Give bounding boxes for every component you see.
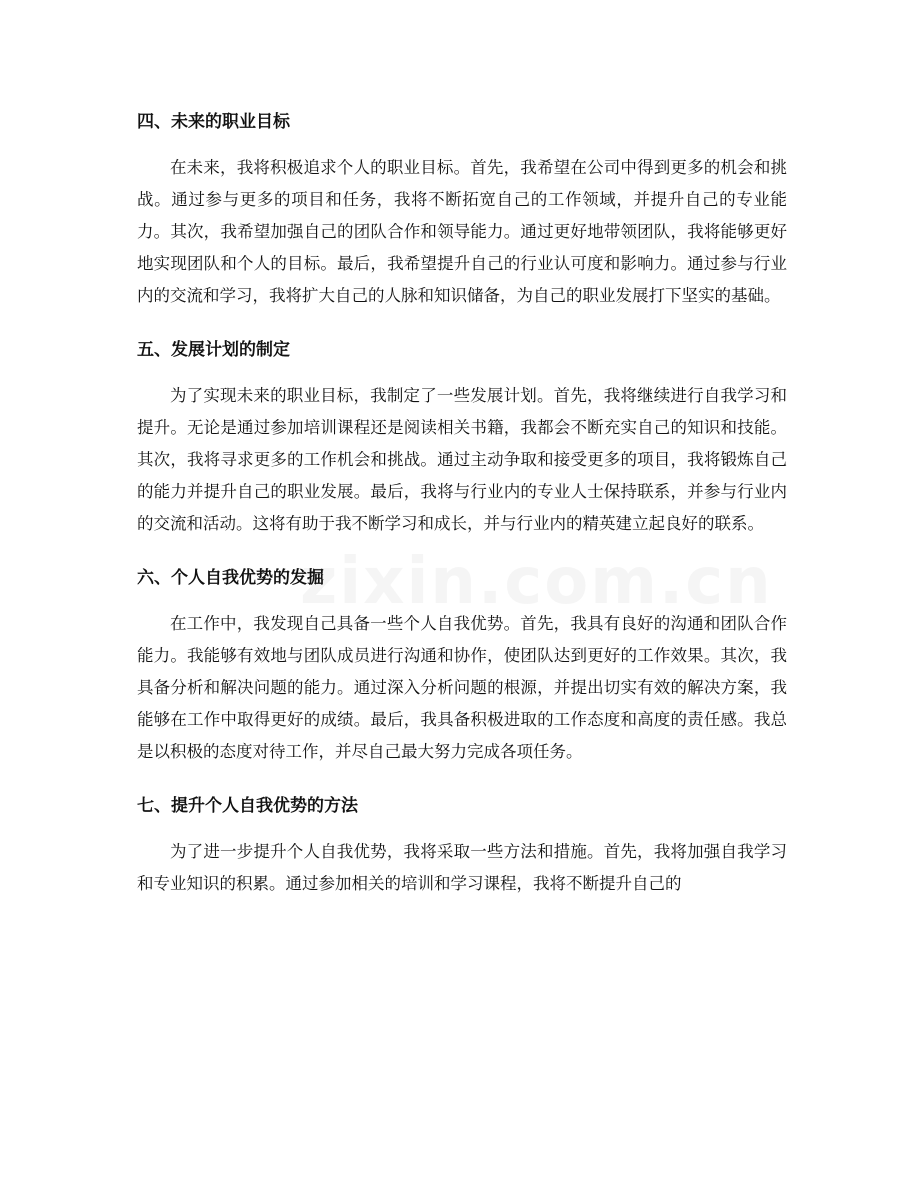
section-heading: 五、发展计划的制定 (137, 340, 290, 360)
section-paragraph: 在工作中，我发现自己具备一些个人自我优势。首先，我具有良好的沟通和团队合作能力。我能够有效地与团队成员进行沟通和协作，使团队达到更好的工作效果。其次，我具备分析和解决问题的能力。通过深入分析问题的根源，并提出切实有效的解决方案，我能够在工作中取得更好的成绩。最后，我具备积极进取的工作态度和高度的责任感。我总是以积极的态度对待工作，并尽自己最大努力完成各项任务。 (137, 614, 787, 761)
section-heading: 四、未来的职业目标 (137, 112, 290, 132)
section-paragraph: 在未来，我将积极追求个人的职业目标。首先，我希望在公司中得到更多的机会和挑战。通过参与更多的项目和任务，我将不断拓宽自己的工作领域，并提升自己的专业能力。其次，我希望加强自己的团队合作和领导能力。通过更好地带领团队，我将能够更好地实现团队和个人的目标。最后，我希望提升自己的行业认可度和影响力。通过参与行业内的交流和学习，我将扩大自己的人脉和知识储备，为自己的职业发展打下坚实的基础。 (137, 158, 787, 305)
section-heading: 六、个人自我优势的发掘 (137, 568, 324, 588)
document-body (137, 100, 787, 916)
section-improve-strengths (137, 784, 787, 900)
section-heading: 七、提升个人自我优势的方法 (137, 796, 358, 816)
section-future-career-goals (137, 100, 787, 312)
section-paragraph: 为了进一步提升个人自我优势，我将采取一些方法和措施。首先，我将加强自我学习和专业知识的积累。通过参加相关的培训和学习课程，我将不断提升自己的 (137, 842, 787, 893)
section-personal-strengths (137, 556, 787, 768)
section-paragraph: 为了实现未来的职业目标，我制定了一些发展计划。首先，我将继续进行自我学习和提升。无论是通过参加培训课程还是阅读相关书籍，我都会不断充实自己的知识和技能。其次，我将寻求更多的工作机会和挑战。通过主动争取和接受更多的项目，我将锻炼自己的能力并提升自己的职业发展。最后，我将与行业内的专业人士保持联系，并参与行业内的交流和活动。这将有助于我不断学习和成长，并与行业内的精英建立起良好的联系。 (137, 386, 787, 533)
section-development-plan (137, 328, 787, 540)
watermark: zixin.com.cn (300, 545, 773, 619)
